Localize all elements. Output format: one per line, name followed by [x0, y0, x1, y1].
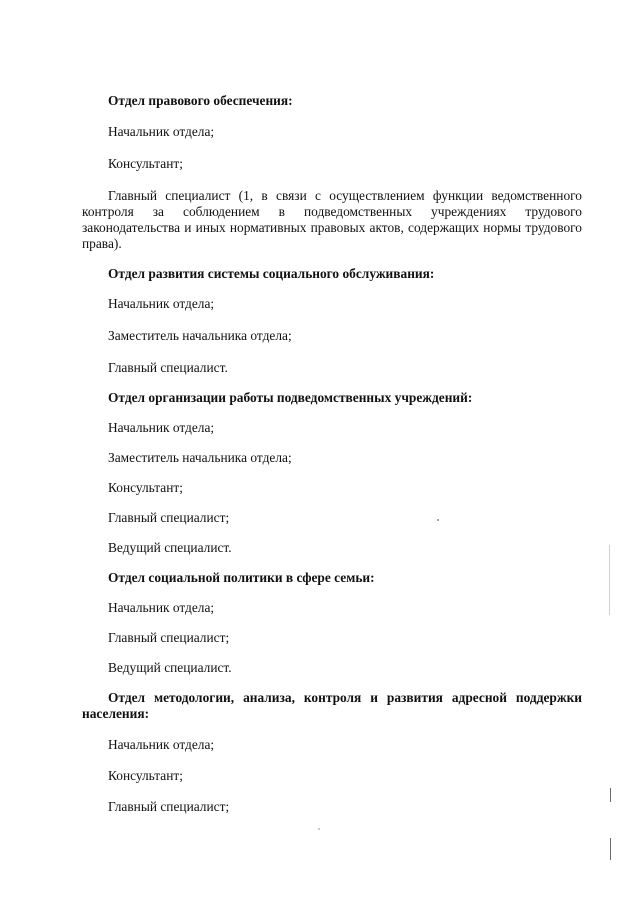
list-item: Начальник отдела;: [108, 420, 215, 435]
section-heading: Отдел организации работы подведомственных учреждений:: [108, 390, 473, 405]
scan-speck: [437, 519, 439, 521]
list-item: Начальник отдела;: [108, 737, 215, 752]
document-body: [82, 93, 582, 815]
section-heading: Отдел социальной политики в сфере семьи:: [108, 570, 375, 585]
list-item: Консультант;: [108, 480, 183, 495]
section-heading: Отдел развития системы социального обслуживания:: [108, 266, 435, 281]
paragraph: Главный специалист (1, в связи с осуществлением функции ведомственного контроля за соблюдением в подведомственных учреждениях трудового законодательства и иных нормативных правовых актов, содержащих нормы трудового права).: [82, 188, 582, 251]
list-item: Главный специалист;: [108, 799, 230, 814]
list-item: Заместитель начальника отдела;: [108, 328, 292, 343]
scan-mark: [610, 788, 611, 802]
list-item: Начальник отдела;: [108, 124, 215, 139]
list-item: Главный специалист.: [108, 360, 228, 375]
list-item: Начальник отдела;: [108, 296, 215, 311]
scan-speck: [318, 828, 320, 830]
scan-mark: [610, 838, 611, 860]
list-item: Консультант;: [108, 768, 183, 783]
list-item: Ведущий специалист.: [108, 540, 232, 555]
list-item: Ведущий специалист.: [108, 660, 232, 675]
list-item: Главный специалист;: [108, 510, 230, 525]
section-heading: Отдел правового обеспечения:: [108, 93, 293, 108]
list-item: Начальник отдела;: [108, 600, 215, 615]
section-heading: Отдел методологии, анализа, контроля и развития адресной поддержки населения:: [82, 690, 582, 721]
list-item: Главный специалист;: [108, 630, 230, 645]
list-item: Консультант;: [108, 156, 183, 171]
list-item: Заместитель начальника отдела;: [108, 450, 292, 465]
scan-mark: [609, 545, 610, 615]
